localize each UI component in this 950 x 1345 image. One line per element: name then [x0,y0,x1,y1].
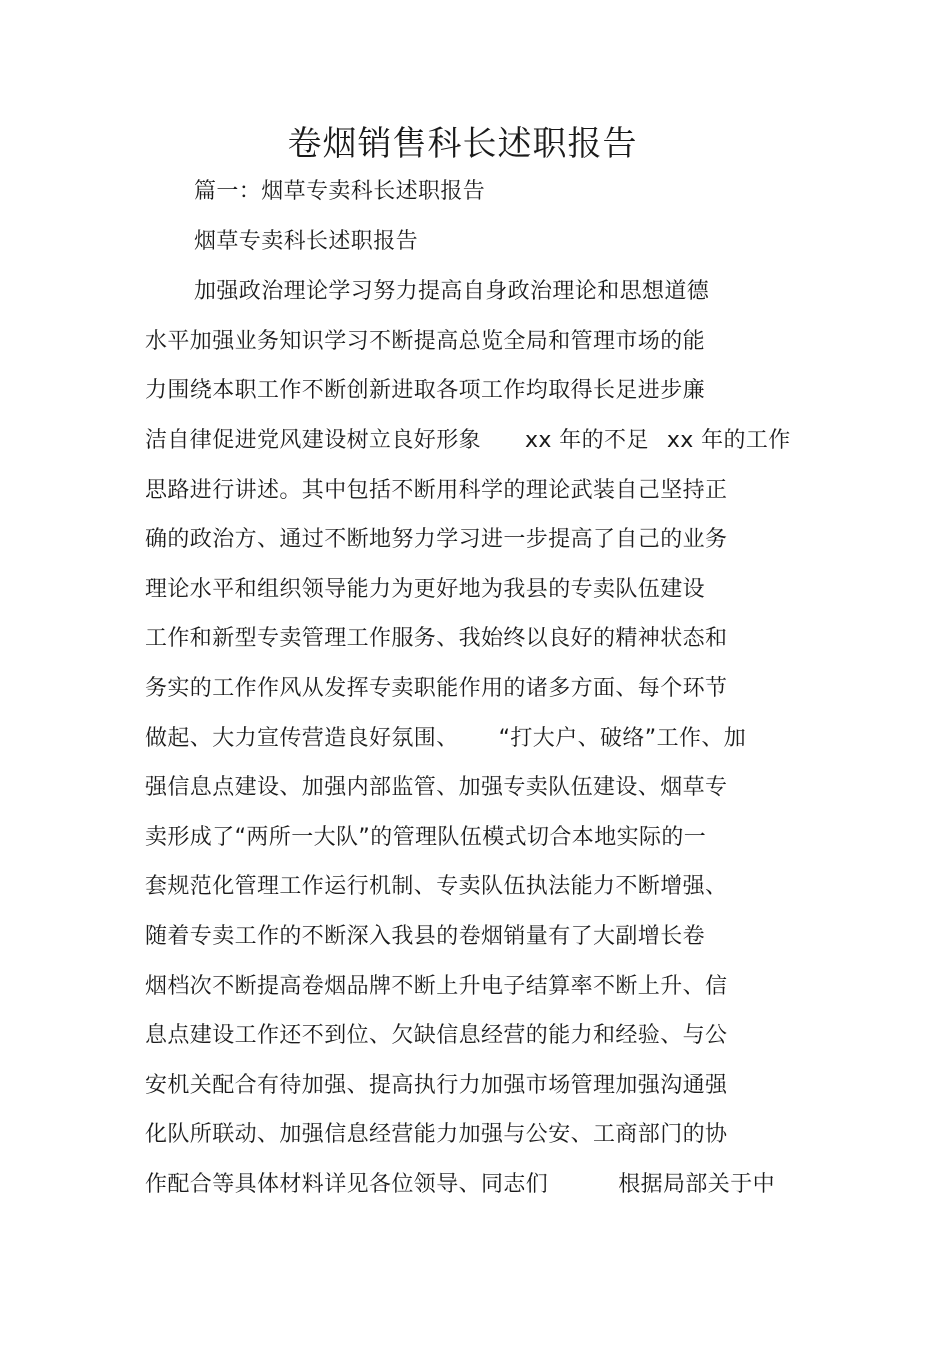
paragraph-line [145,426,791,456]
sub-heading: 烟草专卖科长述职报告 [194,229,419,254]
document-title: 卷烟销售科长述职报告 [287,124,638,164]
paragraph-line [145,1170,775,1200]
line-segment: “打大户、破络”工作、加 [498,726,747,751]
line-segment: xx 年的工作 [666,428,791,453]
line-segment: 洁自律促进党风建设树立良好形象 [145,428,482,453]
paragraph-line: 安机关配合有待加强、提高执行力加强市场管理加强沟通强 [145,1073,728,1098]
paragraph-line: 水平加强业务知识学习不断提高总览全局和管理市场的能 [145,329,706,354]
paragraph-line: 加强政治理论学习努力提高自身政治理论和思想道德 [194,279,710,304]
paragraph-line: 力围绕本职工作不断创新进取各项工作均取得长足进步廉 [145,378,706,403]
paragraph-line: 随着专卖工作的不断深入我县的卷烟销量有了大副增长卷 [145,924,706,949]
paragraph-line: 套规范化管理工作运行机制、专卖队伍执法能力不断增强、 [145,874,728,899]
paragraph-line: 化队所联动、加强信息经营能力加强与公安、工商部门的协 [145,1122,728,1147]
paragraph-line: 卖形成了“两所一大队”的管理队伍模式切合本地实际的一 [145,825,707,850]
paragraph-line: 工作和新型专卖管理工作服务、我始终以良好的精神状态和 [145,626,728,651]
paragraph-line: 烟档次不断提高卷烟品牌不断上升电子结算率不断上升、信 [145,974,728,999]
line-segment: xx 年的不足 [525,428,649,453]
paragraph-line: 思路进行讲述。其中包括不断用科学的理论武装自己坚持正 [145,478,728,503]
paragraph-line: 务实的工作作风从发挥专卖职能作用的诸多方面、每个环节 [145,676,728,701]
line-segment: 作配合等具体材料详见各位领导、同志们 [145,1172,549,1197]
paragraph-line: 确的政治方、通过不断地努力学习进一步提高了自己的业务 [145,527,728,552]
line-segment: 根据局部关于中 [618,1172,776,1197]
section-heading: 篇一：烟草专卖科长述职报告 [194,179,486,204]
paragraph-line: 理论水平和组织领导能力为更好地为我县的专卖队伍建设 [145,577,706,602]
paragraph-line [145,724,746,754]
line-segment: 做起、大力宣传营造良好氛围、 [145,726,459,751]
paragraph-line: 息点建设工作还不到位、欠缺信息经营的能力和经验、与公 [145,1023,728,1048]
paragraph-line: 强信息点建设、加强内部监管、加强专卖队伍建设、烟草专 [145,775,728,800]
